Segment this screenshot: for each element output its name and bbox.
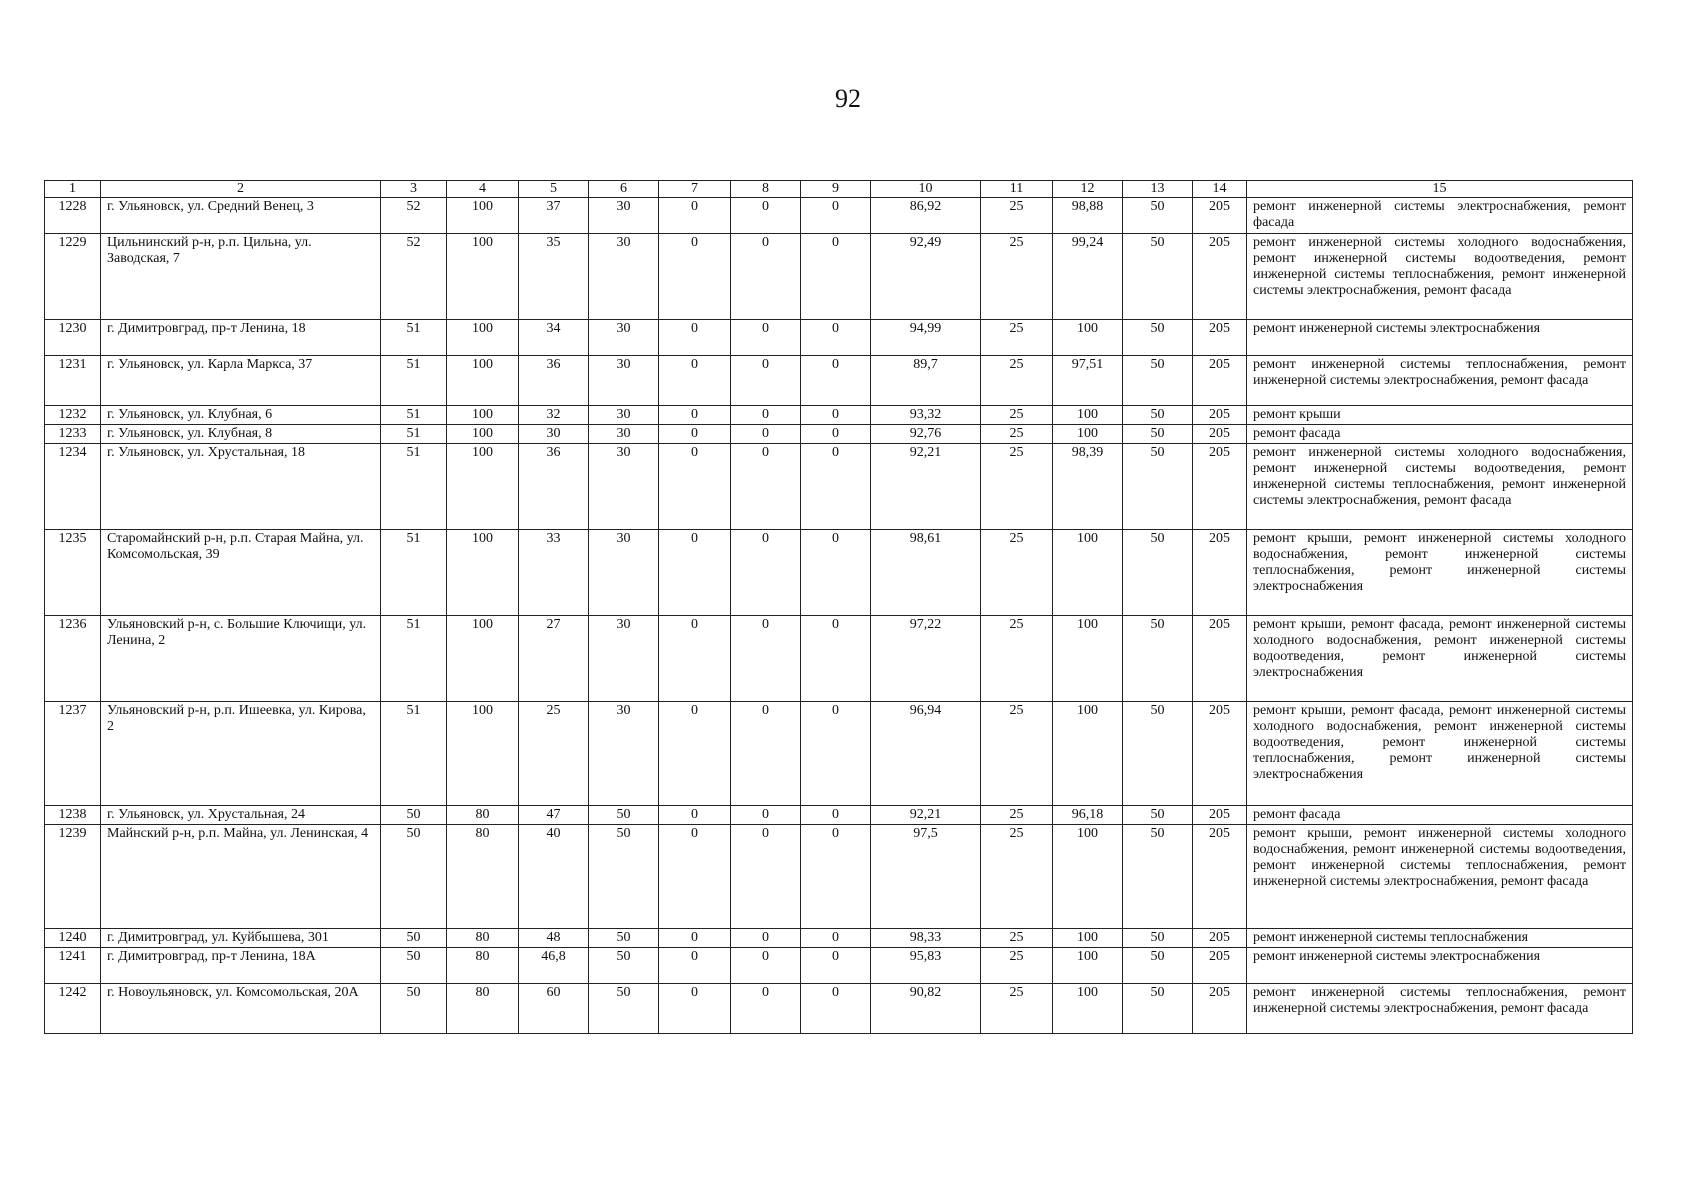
cell-c11: 25 — [981, 702, 1053, 806]
column-header-15: 15 — [1247, 181, 1633, 198]
cell-c7: 0 — [659, 702, 731, 806]
cell-c3: 52 — [381, 234, 447, 320]
column-header-10: 10 — [871, 181, 981, 198]
cell-address: Ульяновский р-н, р.п. Ишеевка, ул. Кирова, 2 — [101, 702, 381, 806]
column-header-12: 12 — [1053, 181, 1123, 198]
cell-c11: 25 — [981, 425, 1053, 444]
cell-c6: 30 — [589, 425, 659, 444]
cell-c9: 0 — [801, 198, 871, 234]
cell-c4: 100 — [447, 702, 519, 806]
cell-c12: 100 — [1053, 616, 1123, 702]
cell-c14: 205 — [1193, 198, 1247, 234]
cell-c6: 30 — [589, 198, 659, 234]
column-header-2: 2 — [101, 181, 381, 198]
cell-c7: 0 — [659, 234, 731, 320]
cell-c8: 0 — [731, 234, 801, 320]
cell-c11: 25 — [981, 530, 1053, 616]
cell-c14: 205 — [1193, 984, 1247, 1034]
table-row — [45, 616, 1633, 702]
cell-address: г. Ульяновск, ул. Средний Венец, 3 — [101, 198, 381, 234]
cell-c10: 86,92 — [871, 198, 981, 234]
cell-c6: 30 — [589, 234, 659, 320]
cell-row-number: 1235 — [45, 530, 101, 616]
cell-address: г. Димитровград, пр-т Ленина, 18А — [101, 948, 381, 984]
column-header-9: 9 — [801, 181, 871, 198]
cell-c6: 30 — [589, 530, 659, 616]
cell-c6: 30 — [589, 444, 659, 530]
cell-c13: 50 — [1123, 806, 1193, 825]
cell-c11: 25 — [981, 806, 1053, 825]
cell-c10: 93,32 — [871, 406, 981, 425]
cell-c4: 80 — [447, 948, 519, 984]
cell-works: ремонт крыши, ремонт инженерной системы холодного водоснабжения, ремонт инженерной системы теплоснабжения, ремонт инженерной системы электроснабжения — [1247, 530, 1633, 616]
cell-address: г. Новоульяновск, ул. Комсомольская, 20А — [101, 984, 381, 1034]
cell-c11: 25 — [981, 929, 1053, 948]
cell-c7: 0 — [659, 616, 731, 702]
cell-c9: 0 — [801, 234, 871, 320]
cell-c10: 92,21 — [871, 806, 981, 825]
cell-c4: 100 — [447, 616, 519, 702]
cell-row-number: 1234 — [45, 444, 101, 530]
cell-c12: 100 — [1053, 320, 1123, 356]
cell-c5: 32 — [519, 406, 589, 425]
cell-c5: 36 — [519, 444, 589, 530]
cell-c13: 50 — [1123, 929, 1193, 948]
cell-c5: 36 — [519, 356, 589, 406]
cell-c3: 50 — [381, 948, 447, 984]
cell-c10: 92,76 — [871, 425, 981, 444]
cell-address: Ульяновский р-н, с. Большие Ключищи, ул. Ленина, 2 — [101, 616, 381, 702]
cell-c7: 0 — [659, 984, 731, 1034]
cell-row-number: 1233 — [45, 425, 101, 444]
cell-c12: 100 — [1053, 948, 1123, 984]
table-row — [45, 356, 1633, 406]
cell-c6: 50 — [589, 984, 659, 1034]
cell-c13: 50 — [1123, 616, 1193, 702]
column-header-8: 8 — [731, 181, 801, 198]
cell-row-number: 1228 — [45, 198, 101, 234]
table-header — [45, 181, 1633, 198]
cell-address: Цильнинский р-н, р.п. Цильна, ул. Заводская, 7 — [101, 234, 381, 320]
table-row — [45, 702, 1633, 806]
cell-c8: 0 — [731, 320, 801, 356]
cell-c8: 0 — [731, 806, 801, 825]
cell-c10: 90,82 — [871, 984, 981, 1034]
cell-c12: 96,18 — [1053, 806, 1123, 825]
cell-c5: 37 — [519, 198, 589, 234]
cell-c7: 0 — [659, 825, 731, 929]
cell-c8: 0 — [731, 825, 801, 929]
cell-c10: 92,49 — [871, 234, 981, 320]
table-row — [45, 425, 1633, 444]
cell-address: г. Димитровград, ул. Куйбышева, 301 — [101, 929, 381, 948]
cell-c4: 80 — [447, 825, 519, 929]
cell-c6: 30 — [589, 702, 659, 806]
cell-c9: 0 — [801, 356, 871, 406]
cell-c5: 40 — [519, 825, 589, 929]
cell-c7: 0 — [659, 530, 731, 616]
cell-c13: 50 — [1123, 356, 1193, 406]
cell-c4: 80 — [447, 984, 519, 1034]
cell-works: ремонт инженерной системы холодного водоснабжения, ремонт инженерной системы водоотведения, ремонт инженерной системы теплоснабжения, ремонт инженерной системы электроснабжения, ремонт фасада — [1247, 234, 1633, 320]
cell-c14: 205 — [1193, 356, 1247, 406]
cell-c3: 51 — [381, 356, 447, 406]
cell-c14: 205 — [1193, 806, 1247, 825]
cell-c8: 0 — [731, 406, 801, 425]
cell-c9: 0 — [801, 616, 871, 702]
cell-c4: 100 — [447, 530, 519, 616]
cell-c3: 51 — [381, 320, 447, 356]
cell-c11: 25 — [981, 616, 1053, 702]
cell-c3: 51 — [381, 616, 447, 702]
table-row — [45, 198, 1633, 234]
cell-c11: 25 — [981, 356, 1053, 406]
cell-row-number: 1241 — [45, 948, 101, 984]
cell-c4: 100 — [447, 320, 519, 356]
cell-c12: 100 — [1053, 406, 1123, 425]
table-row — [45, 406, 1633, 425]
cell-works: ремонт фасада — [1247, 425, 1633, 444]
cell-c11: 25 — [981, 198, 1053, 234]
table-row — [45, 984, 1633, 1034]
cell-c14: 205 — [1193, 929, 1247, 948]
cell-c7: 0 — [659, 198, 731, 234]
cell-c6: 30 — [589, 320, 659, 356]
cell-c3: 51 — [381, 530, 447, 616]
cell-address: г. Ульяновск, ул. Хрустальная, 24 — [101, 806, 381, 825]
cell-c5: 47 — [519, 806, 589, 825]
cell-c8: 0 — [731, 198, 801, 234]
cell-row-number: 1238 — [45, 806, 101, 825]
cell-c11: 25 — [981, 825, 1053, 929]
cell-works: ремонт инженерной системы теплоснабжения, ремонт инженерной системы электроснабжения, ремонт фасада — [1247, 356, 1633, 406]
cell-c10: 97,5 — [871, 825, 981, 929]
cell-c14: 205 — [1193, 825, 1247, 929]
cell-c12: 100 — [1053, 530, 1123, 616]
cell-c6: 50 — [589, 929, 659, 948]
cell-c9: 0 — [801, 825, 871, 929]
column-header-5: 5 — [519, 181, 589, 198]
table-row — [45, 806, 1633, 825]
cell-c9: 0 — [801, 444, 871, 530]
cell-c3: 52 — [381, 198, 447, 234]
cell-c8: 0 — [731, 425, 801, 444]
cell-c11: 25 — [981, 406, 1053, 425]
cell-c12: 100 — [1053, 425, 1123, 444]
cell-c8: 0 — [731, 929, 801, 948]
cell-c5: 48 — [519, 929, 589, 948]
cell-c14: 205 — [1193, 425, 1247, 444]
cell-address: г. Димитровград, пр-т Ленина, 18 — [101, 320, 381, 356]
cell-c7: 0 — [659, 806, 731, 825]
cell-c12: 100 — [1053, 929, 1123, 948]
cell-c3: 50 — [381, 825, 447, 929]
cell-c5: 60 — [519, 984, 589, 1034]
page-number: 92 — [835, 84, 861, 113]
cell-c5: 30 — [519, 425, 589, 444]
cell-row-number: 1237 — [45, 702, 101, 806]
column-header-7: 7 — [659, 181, 731, 198]
table-row — [45, 948, 1633, 984]
cell-c12: 97,51 — [1053, 356, 1123, 406]
cell-address: Старомайнский р-н, р.п. Старая Майна, ул. Комсомольская, 39 — [101, 530, 381, 616]
cell-c12: 99,24 — [1053, 234, 1123, 320]
cell-c9: 0 — [801, 948, 871, 984]
cell-c12: 98,39 — [1053, 444, 1123, 530]
cell-c13: 50 — [1123, 425, 1193, 444]
cell-works: ремонт крыши, ремонт инженерной системы холодного водоснабжения, ремонт инженерной системы водоотведения, ремонт инженерной системы теплоснабжения, ремонт инженерной системы электроснабжения, ремонт фасада — [1247, 825, 1633, 929]
column-header-1: 1 — [45, 181, 101, 198]
cell-c9: 0 — [801, 406, 871, 425]
cell-c14: 205 — [1193, 444, 1247, 530]
cell-c3: 51 — [381, 702, 447, 806]
cell-c4: 100 — [447, 234, 519, 320]
cell-c4: 100 — [447, 406, 519, 425]
cell-c6: 50 — [589, 806, 659, 825]
data-table-container — [44, 180, 1632, 1034]
cell-c9: 0 — [801, 425, 871, 444]
cell-c6: 30 — [589, 406, 659, 425]
cell-c12: 100 — [1053, 825, 1123, 929]
header-row — [45, 181, 1633, 198]
table-row — [45, 929, 1633, 948]
cell-works: ремонт инженерной системы электроснабжения — [1247, 320, 1633, 356]
cell-address: г. Ульяновск, ул. Клубная, 6 — [101, 406, 381, 425]
cell-c9: 0 — [801, 984, 871, 1034]
cell-row-number: 1242 — [45, 984, 101, 1034]
cell-c14: 205 — [1193, 320, 1247, 356]
cell-row-number: 1236 — [45, 616, 101, 702]
cell-c5: 25 — [519, 702, 589, 806]
column-header-11: 11 — [981, 181, 1053, 198]
cell-row-number: 1229 — [45, 234, 101, 320]
cell-c10: 96,94 — [871, 702, 981, 806]
cell-c8: 0 — [731, 984, 801, 1034]
cell-c5: 35 — [519, 234, 589, 320]
column-header-6: 6 — [589, 181, 659, 198]
cell-c8: 0 — [731, 444, 801, 530]
cell-c6: 30 — [589, 356, 659, 406]
cell-c9: 0 — [801, 530, 871, 616]
cell-c4: 100 — [447, 425, 519, 444]
table-row — [45, 444, 1633, 530]
cell-c5: 33 — [519, 530, 589, 616]
cell-c6: 30 — [589, 616, 659, 702]
cell-c13: 50 — [1123, 444, 1193, 530]
cell-c12: 100 — [1053, 702, 1123, 806]
cell-works: ремонт инженерной системы теплоснабжения — [1247, 929, 1633, 948]
cell-address: г. Ульяновск, ул. Клубная, 8 — [101, 425, 381, 444]
cell-c8: 0 — [731, 616, 801, 702]
cell-address: г. Ульяновск, ул. Хрустальная, 18 — [101, 444, 381, 530]
cell-row-number: 1231 — [45, 356, 101, 406]
cell-c7: 0 — [659, 356, 731, 406]
cell-c8: 0 — [731, 948, 801, 984]
cell-c5: 27 — [519, 616, 589, 702]
cell-c13: 50 — [1123, 702, 1193, 806]
cell-c10: 98,61 — [871, 530, 981, 616]
cell-c7: 0 — [659, 320, 731, 356]
cell-c10: 97,22 — [871, 616, 981, 702]
cell-c10: 92,21 — [871, 444, 981, 530]
cell-c12: 98,88 — [1053, 198, 1123, 234]
table-row — [45, 825, 1633, 929]
table-body — [45, 198, 1633, 1034]
cell-c14: 205 — [1193, 406, 1247, 425]
cell-c6: 50 — [589, 825, 659, 929]
cell-c11: 25 — [981, 320, 1053, 356]
cell-row-number: 1240 — [45, 929, 101, 948]
table-row — [45, 320, 1633, 356]
cell-c14: 205 — [1193, 234, 1247, 320]
cell-c6: 50 — [589, 948, 659, 984]
cell-c4: 100 — [447, 444, 519, 530]
cell-c9: 0 — [801, 929, 871, 948]
cell-row-number: 1230 — [45, 320, 101, 356]
cell-c3: 50 — [381, 984, 447, 1034]
cell-c9: 0 — [801, 320, 871, 356]
cell-c7: 0 — [659, 406, 731, 425]
cell-works: ремонт инженерной системы теплоснабжения, ремонт инженерной системы электроснабжения, ремонт фасада — [1247, 984, 1633, 1034]
cell-c13: 50 — [1123, 825, 1193, 929]
cell-c9: 0 — [801, 702, 871, 806]
cell-c13: 50 — [1123, 948, 1193, 984]
table-row — [45, 530, 1633, 616]
cell-c14: 205 — [1193, 702, 1247, 806]
cell-c14: 205 — [1193, 616, 1247, 702]
column-header-4: 4 — [447, 181, 519, 198]
cell-c13: 50 — [1123, 320, 1193, 356]
cell-c7: 0 — [659, 948, 731, 984]
cell-c5: 46,8 — [519, 948, 589, 984]
cell-c8: 0 — [731, 530, 801, 616]
cell-c13: 50 — [1123, 234, 1193, 320]
cell-c8: 0 — [731, 356, 801, 406]
cell-row-number: 1239 — [45, 825, 101, 929]
cell-c3: 51 — [381, 406, 447, 425]
cell-c14: 205 — [1193, 948, 1247, 984]
cell-c8: 0 — [731, 702, 801, 806]
cell-c11: 25 — [981, 234, 1053, 320]
cell-c10: 98,33 — [871, 929, 981, 948]
cell-c3: 51 — [381, 425, 447, 444]
cell-c12: 100 — [1053, 984, 1123, 1034]
cell-c3: 51 — [381, 444, 447, 530]
cell-works: ремонт инженерной системы холодного водоснабжения, ремонт инженерной системы водоотведения, ремонт инженерной системы теплоснабжения, ремонт инженерной системы электроснабжения, ремонт фасада — [1247, 444, 1633, 530]
cell-c7: 0 — [659, 929, 731, 948]
cell-works: ремонт крыши, ремонт фасада, ремонт инженерной системы холодного водоснабжения, ремонт инженерной системы водоотведения, ремонт инженерной системы теплоснабжения, ремонт инженерной системы электроснабжения — [1247, 702, 1633, 806]
cell-works: ремонт инженерной системы электроснабжения — [1247, 948, 1633, 984]
data-table — [44, 180, 1633, 1034]
cell-c4: 80 — [447, 806, 519, 825]
cell-c14: 205 — [1193, 530, 1247, 616]
column-header-13: 13 — [1123, 181, 1193, 198]
cell-works: ремонт крыши — [1247, 406, 1633, 425]
cell-c4: 100 — [447, 356, 519, 406]
cell-c10: 95,83 — [871, 948, 981, 984]
cell-c5: 34 — [519, 320, 589, 356]
cell-works: ремонт фасада — [1247, 806, 1633, 825]
cell-c3: 50 — [381, 806, 447, 825]
cell-row-number: 1232 — [45, 406, 101, 425]
cell-works: ремонт крыши, ремонт фасада, ремонт инженерной системы холодного водоснабжения, ремонт инженерной системы водоотведения, ремонт инженерной системы электроснабжения — [1247, 616, 1633, 702]
cell-c10: 94,99 — [871, 320, 981, 356]
cell-address: г. Ульяновск, ул. Карла Маркса, 37 — [101, 356, 381, 406]
cell-works: ремонт инженерной системы электроснабжения, ремонт фасада — [1247, 198, 1633, 234]
column-header-3: 3 — [381, 181, 447, 198]
cell-c10: 89,7 — [871, 356, 981, 406]
cell-c7: 0 — [659, 444, 731, 530]
cell-c11: 25 — [981, 984, 1053, 1034]
cell-c3: 50 — [381, 929, 447, 948]
cell-c4: 80 — [447, 929, 519, 948]
cell-c13: 50 — [1123, 198, 1193, 234]
cell-c4: 100 — [447, 198, 519, 234]
table-row — [45, 234, 1633, 320]
cell-c11: 25 — [981, 948, 1053, 984]
cell-c13: 50 — [1123, 406, 1193, 425]
cell-c9: 0 — [801, 806, 871, 825]
column-header-14: 14 — [1193, 181, 1247, 198]
cell-c11: 25 — [981, 444, 1053, 530]
cell-c13: 50 — [1123, 530, 1193, 616]
cell-address: Майнский р-н, р.п. Майна, ул. Ленинская, 4 — [101, 825, 381, 929]
cell-c7: 0 — [659, 425, 731, 444]
cell-c13: 50 — [1123, 984, 1193, 1034]
